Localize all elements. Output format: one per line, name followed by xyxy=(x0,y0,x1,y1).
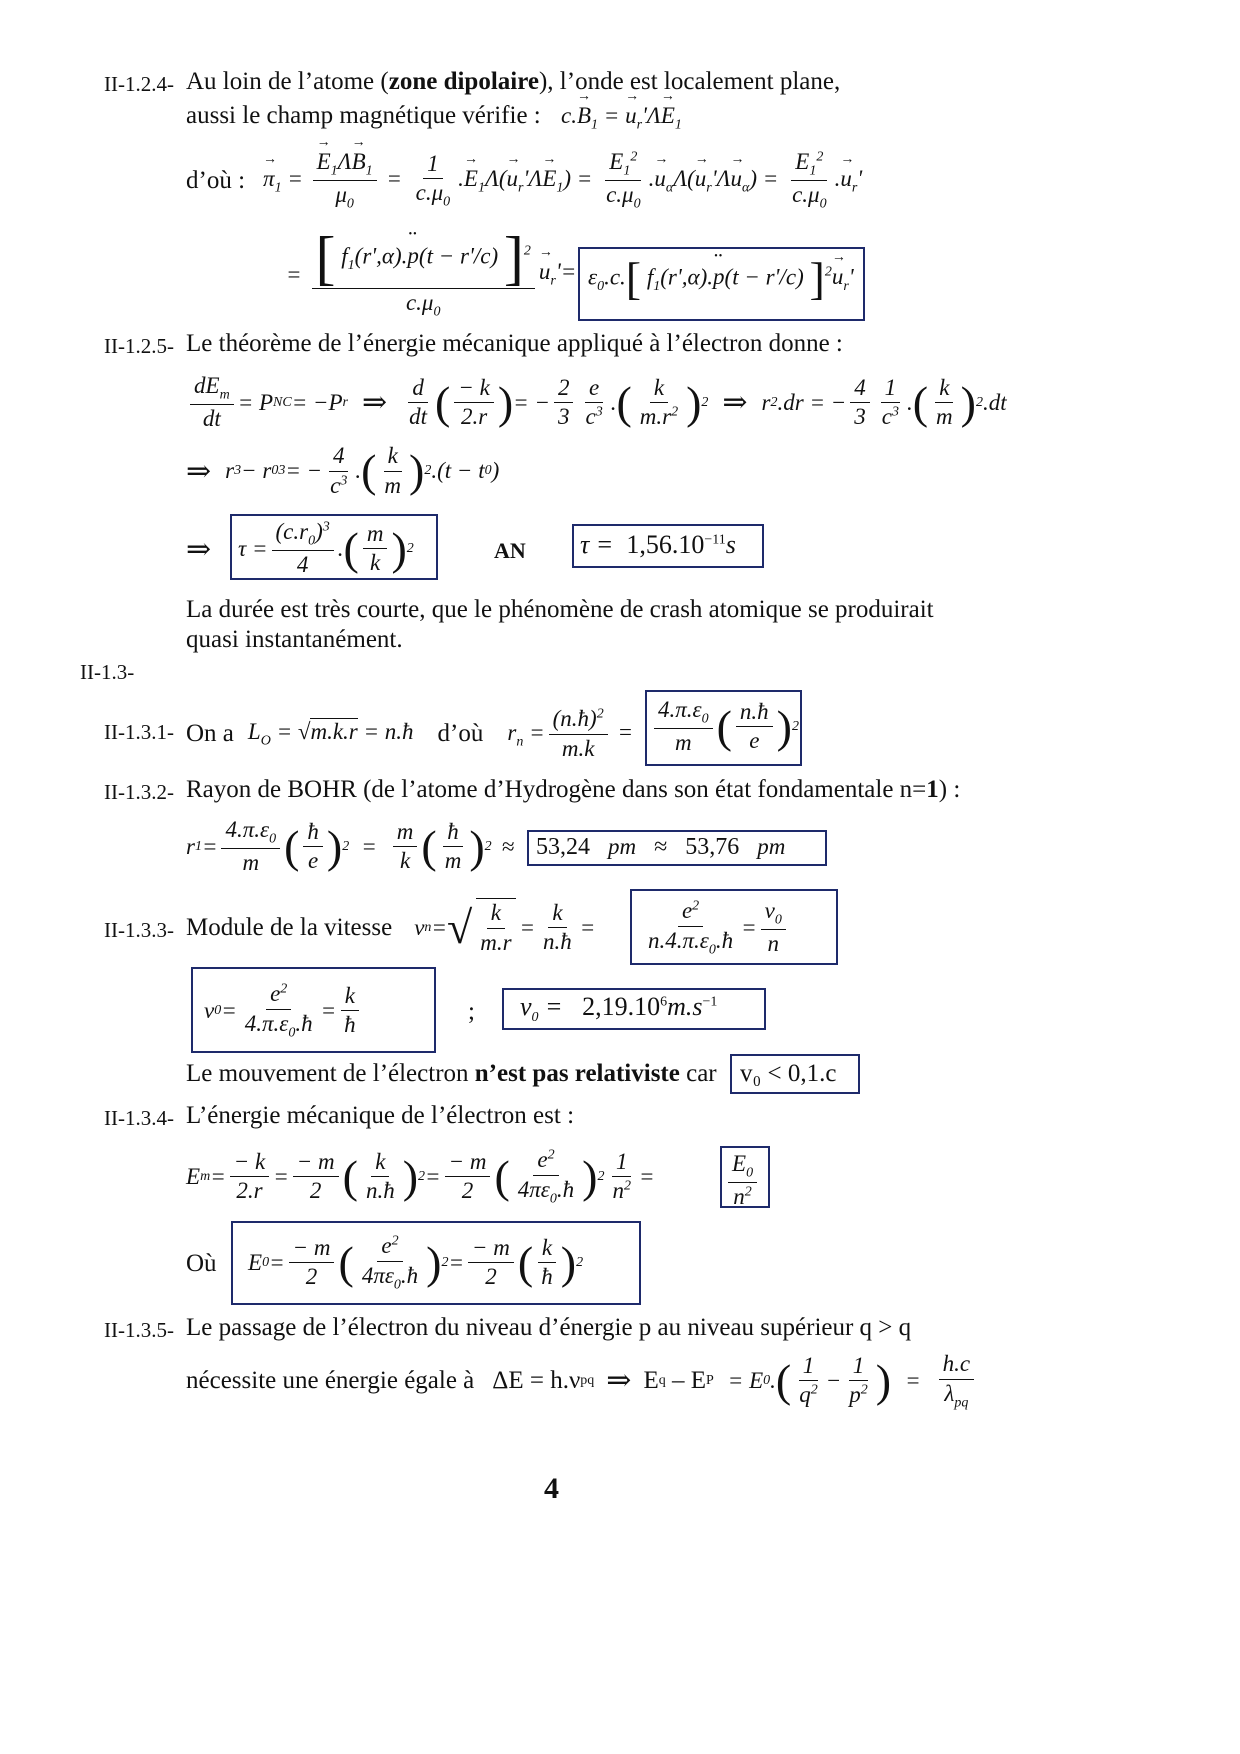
section-number: II-1.2.5- xyxy=(104,334,174,358)
text: Rayon de BOHR (de l’atome d’Hydrogène dans son état fondamentale n= xyxy=(186,776,927,803)
value: 2,19.10 xyxy=(582,992,661,1021)
paragraph-line: Le théorème de l’énergie mécanique appliqué à l’électron donne : xyxy=(186,330,843,357)
section-number: II-1.3.3- xyxy=(104,918,174,942)
paragraph-line xyxy=(186,776,960,804)
text: ), l’onde est localement plane, xyxy=(538,68,841,95)
equation: → $\pi_1$ = → $\frac{E_1\Lambda\to B_1}{\mu_0}$ = $\frac{1}{c.\mu_0}$ .→ $E_1\Lambda(\to u_r'\Lambda\to E_1)$ = $\frac{E_1^2}{c.\mu_0}$ .→ $u_\alpha\Lambda(\to u_r'\Lambda\to u_\alpha)$ = $\frac{E_1^2}{c.\mu_0}$ .→ $u_r'$ xyxy=(263,148,862,213)
text: d’où xyxy=(437,720,484,748)
equation-line xyxy=(286,225,577,321)
unit: pm xyxy=(608,834,637,859)
separator: ; xyxy=(468,998,475,1025)
equation: $L_O = √m.k.r$ = n.ħ xyxy=(247,718,414,749)
text: On a xyxy=(186,720,234,748)
equation: $\frac{dE_m}{dt}$ = P NC = −P r ⇒ $\frac{d}{dt}$ ( $\frac{- k}{2.r}$ ) = − $\frac{2}{3}$ $\frac{e}{c^3}$ . ( $\frac{k}{m.r^2}$ ) 2 ⇒ r 2 .dr = − $\frac{4}{3}$ $\frac{1}{c^3}$ . ( $\frac{k}{m}$ ) 2 .dt xyxy=(186,372,1007,434)
text: Module de la vitesse xyxy=(186,913,393,941)
bold-text: zone dipolaire xyxy=(388,68,539,95)
condition: v₀ < 0,1.c xyxy=(740,1060,837,1087)
paragraph-line: quasi instantanément. xyxy=(186,626,403,653)
equation-line: nécessite une énergie égale à ΔE = h.ν pq ⇒ E q – E P = E 0 . ( $\frac{1}{q^2}$ − $\frac{1}{p^2}$ ) = $\frac{h.c}{\lambda_{pq}}$ xyxy=(186,1350,978,1412)
bold-text: 1 xyxy=(926,776,939,803)
value: 1,56.10 xyxy=(626,530,705,559)
text: d’où : xyxy=(186,166,246,194)
paragraph-line xyxy=(186,102,682,134)
text: Le mouvement de l’électron xyxy=(186,1060,475,1087)
section-number: II-1.3- xyxy=(80,660,135,684)
section-number: II-1.3.2- xyxy=(104,780,174,804)
page-number: 4 xyxy=(544,1472,559,1505)
exponent: 6 xyxy=(660,994,668,1010)
equation: r 1 = $\frac{4.\pi.\varepsilon_0}{m}$ ( $\frac{ħ}{e}$ ) 2 = $\frac{m}{k}$ ( $\frac{ħ}{m}$ ) 2 ≈ xyxy=(186,817,515,876)
tau-result: $\tau = 1,56.10^{-11}s$ xyxy=(580,530,736,559)
value: 53,76 xyxy=(685,834,740,860)
equation-line xyxy=(186,372,1007,434)
unit-exponent: −1 xyxy=(702,994,718,1010)
label: Où xyxy=(186,1250,217,1277)
text: nécessite une énergie égale à xyxy=(186,1366,475,1394)
equation-line xyxy=(186,816,514,878)
paragraph-line: La durée est très courte, que le phénomène de crash atomique se produirait xyxy=(186,596,934,623)
energy-symbol: E xyxy=(643,1366,659,1394)
equation: = E 0 . ( $\frac{1}{q^2}$ − $\frac{1}{p^2}$ ) = $\frac{h.c}{\lambda_{pq}}$ xyxy=(728,1350,978,1412)
exponent: −11 xyxy=(704,532,726,548)
approx-sign: ≈ xyxy=(654,834,668,860)
equation: E 0 = $\frac{- m}{2}$ ( $\frac{e^2}{4\pi\varepsilon_0.ħ}$ ) 2 = $\frac{- m}{2}$ ( $\frac{k}{ħ}$ ) 2 xyxy=(248,1233,584,1293)
energy-symbol: ΔE = h.ν xyxy=(492,1366,581,1394)
text: car xyxy=(679,1060,717,1087)
equation: E m = $\frac{- k}{2.r}$ = $\frac{- m}{2}$ ( $\frac{k}{n.ħ}$ ) 2 = $\frac{- m}{2}$ ( $\frac{e^2}{4\pi\varepsilon_0.ħ}$ ) 2 $\frac{1}{n^2}$ = xyxy=(186,1147,655,1207)
equation-line xyxy=(186,898,595,958)
equation: $\frac{e^2}{n.4.\pi.\varepsilon_0.ħ}$ = $\frac{v_0}{n}$ xyxy=(640,897,790,959)
unit: m.s xyxy=(667,992,703,1021)
bohr-radius-result xyxy=(536,834,785,861)
subscript: pq xyxy=(580,1372,595,1388)
bold-text: n’est pas relativiste xyxy=(474,1060,680,1087)
text: aussi le champ magnétique vérifie : xyxy=(186,102,541,129)
v0-result: $v_0$ = $2,19.10^6m.s^{-1}$ xyxy=(520,992,718,1026)
unit: pm xyxy=(757,834,786,859)
section-number: II-1.3.4- xyxy=(104,1106,174,1130)
section-number: II-1.2.4- xyxy=(104,72,174,96)
equation: $r_n$ = $\frac{(n.ħ)^2}{m.k}$ = xyxy=(507,706,633,761)
equation-line xyxy=(186,1146,654,1208)
subscript: q xyxy=(658,1372,666,1388)
equation: = $\frac{[ f_1(r',\alpha).•• p(t - r'/c) ]^2}{c.\mu_0}$ → $u_r'=$ xyxy=(286,228,576,321)
value: 53,24 xyxy=(536,834,590,860)
equation: $\frac{4.\pi.\varepsilon_0}{m}$ ( $\frac{n.ħ}{e}$ ) 2 xyxy=(650,696,799,758)
arrow: ⇒ xyxy=(186,533,212,566)
section-number: II-1.3.5- xyxy=(104,1318,174,1342)
energy-symbol: E xyxy=(690,1366,706,1394)
equation: ⇒ r 3 − r 0 3 = − $\frac{4}{c^3}$ . ( $\frac{k}{m}$ ) 2 .(t − t 0 ) xyxy=(186,443,500,498)
text: ) : xyxy=(938,776,961,803)
equation: $\frac{E_0}{n^2}$ xyxy=(724,1150,761,1212)
paragraph-line xyxy=(186,68,840,96)
unit: s xyxy=(725,530,736,559)
paragraph-line: Le passage de l’électron du niveau d’énergie p au niveau supérieur q > q xyxy=(186,1314,912,1341)
equation-line xyxy=(186,442,499,501)
equation-line xyxy=(186,705,633,764)
equation-line xyxy=(186,148,862,213)
equation: τ = $\frac{(c.r_0)^3}{4}$ . ( $\frac{m}{k}$ ) 2 xyxy=(238,519,414,578)
equation: v 0 = $\frac{e^2}{4.\pi.\varepsilon_0.ħ}$ = $\frac{k}{ħ}$ xyxy=(204,980,364,1042)
paragraph-line: L’énergie mécanique de l’électron est : xyxy=(186,1102,575,1129)
equation: $c.\to B_1$ = → $u_r'\Lambda\to E_1$ xyxy=(561,103,682,128)
subscript: P xyxy=(706,1372,714,1388)
section-number: II-1.3.1- xyxy=(104,720,174,744)
text: Au loin de l’atome ( xyxy=(186,68,389,95)
paragraph-line xyxy=(186,1060,717,1088)
equation: $\varepsilon_0.c$.[ $f_1(r',\alpha).••$ p(t − r'/c) ]$^2\to u_r'$ xyxy=(588,256,854,302)
an-label: AN xyxy=(494,538,526,563)
equation: v n = √ $\frac{k}{m.r}$ = $\frac{k}{n.ħ}$ = xyxy=(414,898,595,958)
